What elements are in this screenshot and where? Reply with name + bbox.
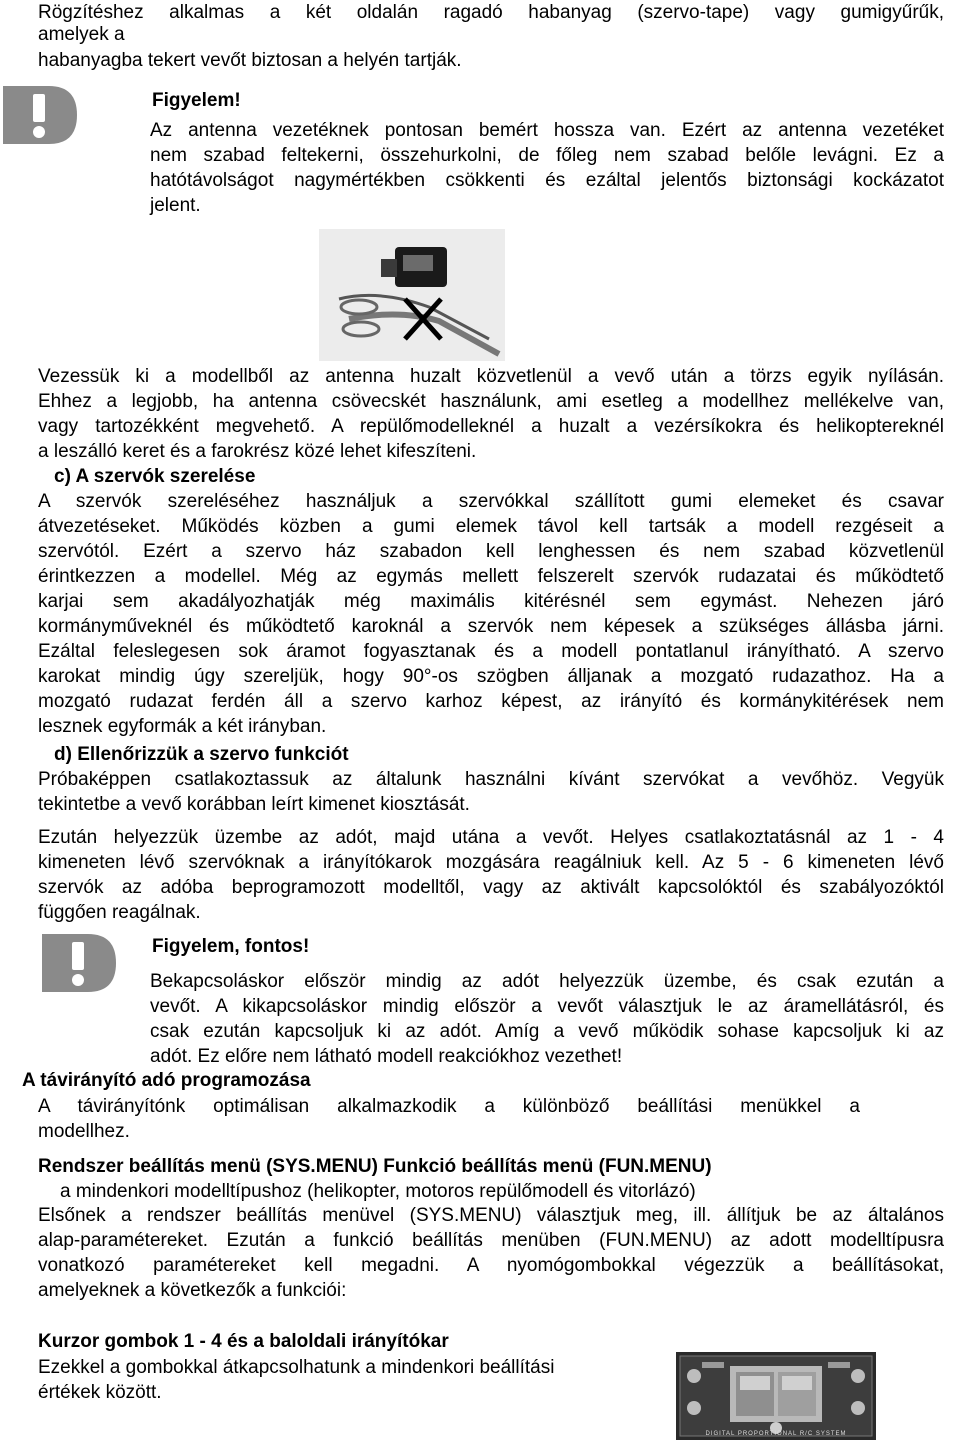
cursor-heading: Kurzor gombok 1 - 4 és a baloldali irányítókar bbox=[38, 1331, 449, 1352]
section-d-text-b: Ezután helyezzük üzembe az adót, majd utána a vevőt. Helyes csatlakoztatásnál az 1 - 4 kimeneten lévő szervóknak a irányítókarok mozgására reagálniuk kell. Az 5 - 6 kimeneten lévő szervók az adóba beprogramozott modelltől, vagy az aktivált kapcsolóktól és szabályozóktól bbox=[38, 827, 944, 898]
menus-text: Elsőnek a rendszer beállítás menüvel (SYS.MENU) választjuk meg, ill. állítjuk be az általános alap-paramétereket. Ezután a funkció beállítás menüben (FUN.MENU) az adott modelltípusra vonatkozó paramétereket kell megadni. A nyomógombokkal végezzük a beállításokat, bbox=[38, 1205, 944, 1276]
section-d-text-a: Próbaképpen csatlakoztassuk az általunk használni kívánt szervókat a vevőhöz. Vegyük bbox=[38, 769, 944, 790]
antenna-paragraph: Vezessük ki a modellből az antenna huzalt közvetlenül a vevő után a törzs egyik nyílásán. Ehhez a legjobb, ha antenna csövecskét használunk, ami esetleg a modellhez mellékelve van, vagy tartozékként megvehető. A repülőmodelleknél a huzalt a vezérsíkokra és helikoptereknél bbox=[38, 366, 944, 437]
intro-line-1: Rögzítéshez alkalmas a két oldalán ragadó habanyag (szervo-tape) vagy gumigyűrűk, bbox=[38, 2, 944, 23]
programming-heading: A távirányító adó programozása bbox=[22, 1070, 311, 1091]
section-d-text-b-last: függően reagálnak. bbox=[38, 902, 201, 923]
antenna-paragraph-last: a leszálló keret és a farokrész közé lehet kifeszíteni. bbox=[38, 441, 477, 462]
section-c-heading: c) A szervók szerelése bbox=[54, 466, 256, 487]
programming-text-last: modellhez. bbox=[38, 1121, 130, 1142]
section-c-text-last: lesznek egyformák a két irányban. bbox=[38, 716, 327, 737]
warning-important-title: Figyelem, fontos! bbox=[152, 936, 310, 957]
cursor-text-1: Ezekkel a gombokkal átkapcsolhatunk a mindenkori beállítási bbox=[38, 1357, 555, 1378]
section-d-heading: d) Ellenőrizzük a szervo funkciót bbox=[54, 744, 349, 765]
menus-heading: Rendszer beállítás menü (SYS.MENU) Funkció beállítás menü (FUN.MENU) bbox=[38, 1156, 712, 1177]
warning-text-last: jelent. bbox=[150, 195, 201, 216]
warning-important-text-last: adót. Ez előre nem látható modell reakciókhoz vezethet! bbox=[150, 1046, 623, 1067]
warning-exclamation-icon bbox=[3, 86, 77, 144]
menus-subline: a mindenkori modelltípushoz (helikopter, motoros repülőmodell és vitorlázó) bbox=[60, 1181, 696, 1202]
warning-important-text: Bekapcsoláskor először mindig az adót helyezzük üzembe, és csak ezután a vevőt. A kikapcsoláskor mindig először a vevőt választjuk le az áramellátásról, és csak ezután kapcsoljuk ki az adót. Amíg a vevő működik sohase kapcsoljuk ki az bbox=[150, 971, 944, 1042]
intro-line-3: habanyagba tekert vevőt biztosan a helyén tartják. bbox=[38, 50, 462, 71]
transmitter-lcd-image bbox=[676, 1352, 876, 1440]
programming-text: A távirányítónk optimálisan alkalmazkodik a különböző beállítási menükkel a bbox=[38, 1096, 860, 1117]
section-c-text: A szervók szereléséhez használjuk a szervókkal szállított gumi elemeket és csavar átvezetéseket. Működés közben a gumi elemek távol kell tartsák a modell rezgéseit a szervótól. Ezért a szervo ház szabadon kell lenghessen és nem szabad közvetlenül érintkezzen a modellel. Még az egymás mellett felszerelt szervók rudazatai és működtető karjai sem akadályozhatják még maximális kitérésnél sem egymást. Nehezen járó kormányműveknél és működtető karoknál a szervók nem képesek a szükséges állásba járni. Ezáltal feleslegesen sok áramot fogyasztanak és a modell pontatlanul irányítható. A szervo karokat mindig úgy szereljük, hogy 90°-os szögben álljanak a mozgató rudazathoz. Ha a mozgató rudazat ferdén áll a szervo karhoz képest, az irányító és kormánykitérések nem bbox=[38, 491, 944, 712]
menus-text-last: amelyeknek a következők a funkciói: bbox=[38, 1280, 347, 1301]
warning-text: Az antenna vezetéknek pontosan bemért hossza van. Ezért az antenna vezetéket nem szabad feltekerni, összehurkolni, de főleg nem szabad belőle levágni. Ez a hatótávolságot nagymértékben csökkenti és ezáltal jelentős biztonsági kockázatot bbox=[150, 120, 944, 191]
warning-title: Figyelem! bbox=[152, 90, 241, 111]
intro-line-2: amelyek a bbox=[38, 24, 125, 45]
section-d-text-a-last: tekintetbe a vevő korábban leírt kimenet kiosztását. bbox=[38, 794, 470, 815]
lcd-footer-text: DIGITAL PROPORTIONAL R/C SYSTEM bbox=[705, 1431, 847, 1437]
cursor-text-2: értékek között. bbox=[38, 1382, 162, 1403]
warning-exclamation-icon bbox=[42, 934, 116, 992]
antenna-cut-photo bbox=[319, 229, 505, 361]
